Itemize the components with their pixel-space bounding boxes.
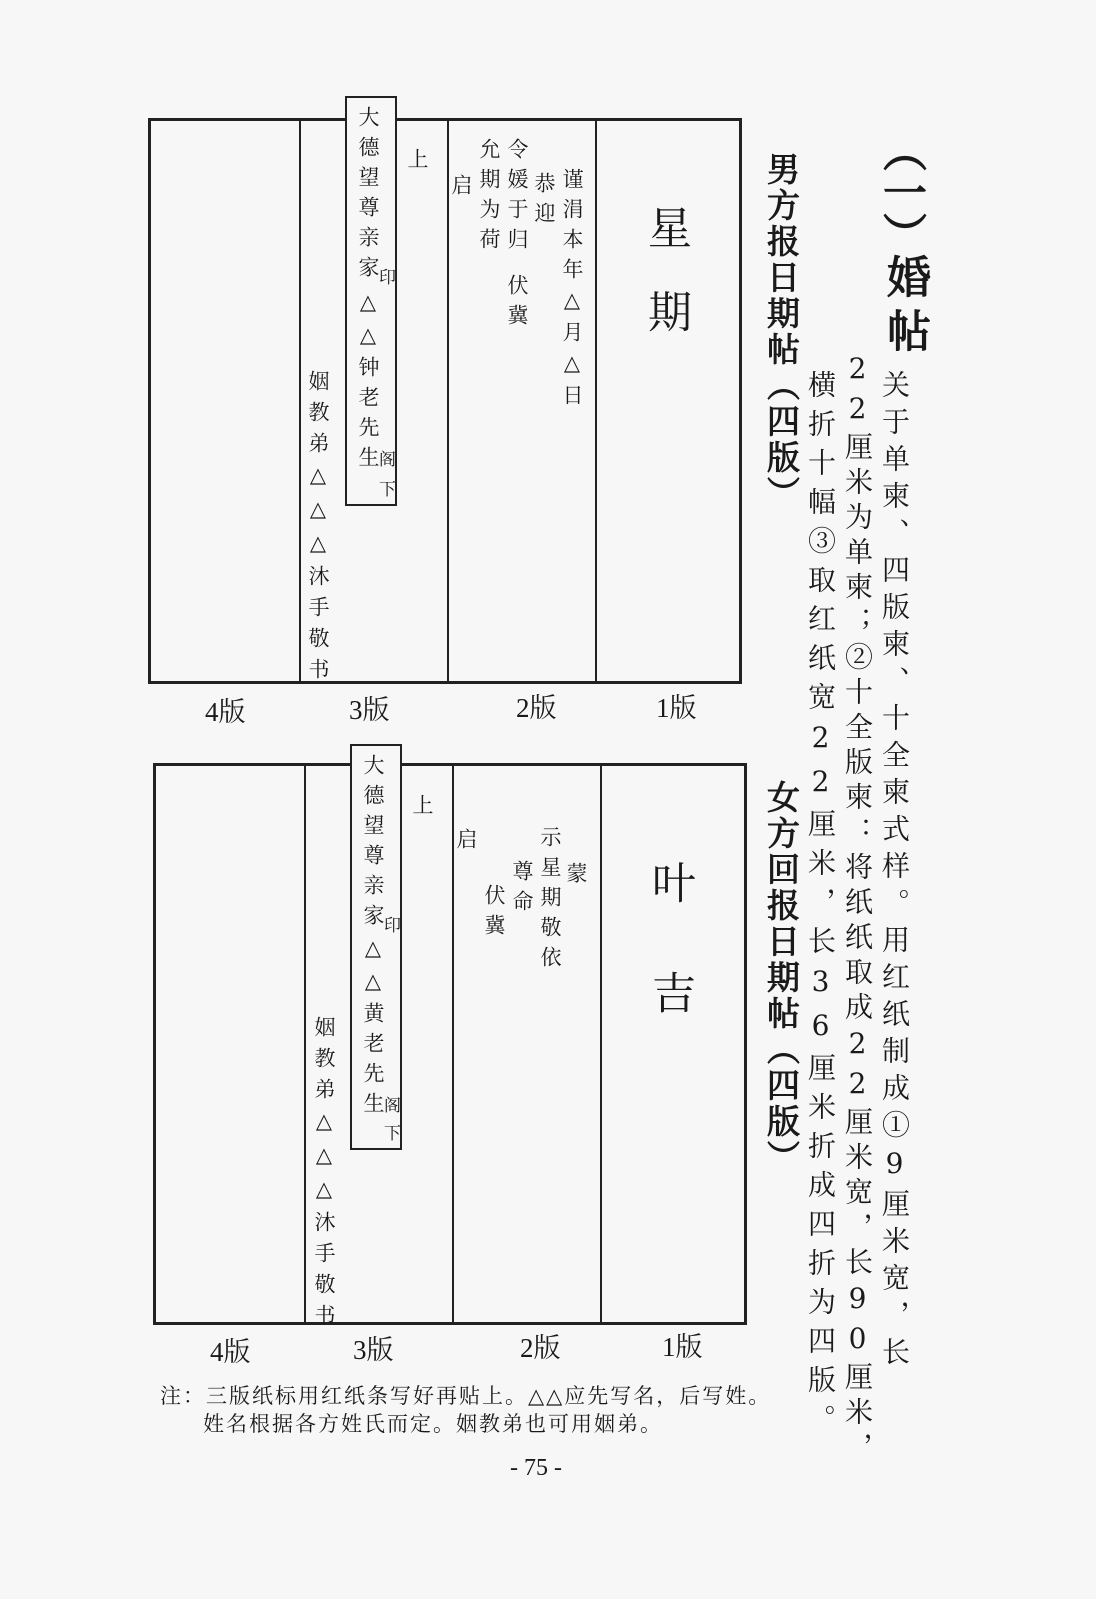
note-line-1: 注：三版纸标用红纸条写好再贴上。△△应先写名，后写姓。 xyxy=(160,1384,772,1408)
card2-slip-xia: 下 xyxy=(380,1124,400,1141)
card1-signature: 姻教弟△△△沐手敬书 xyxy=(306,370,330,689)
card1-slip-name: △△钟老先生 xyxy=(356,290,380,476)
card1-label-1: 1版 xyxy=(656,693,697,723)
section-title: 婚帖 xyxy=(879,254,930,362)
card1-panel2-col-b: 恭迎 xyxy=(532,172,556,232)
fold-line xyxy=(304,766,306,1322)
card2-label-4: 4版 xyxy=(210,1337,251,1367)
card-1 xyxy=(148,118,742,684)
card2-panel2-col-a: 蒙 xyxy=(564,862,588,892)
card1-slip-ge: 阁 xyxy=(375,450,395,467)
fold-line xyxy=(600,766,602,1322)
page-number: - 75 - xyxy=(510,1455,562,1481)
card2-slip-yin: 印 xyxy=(380,916,400,933)
card1-panel2-col-c: 伏冀 xyxy=(505,274,529,334)
card2-panel2-col-d: 伏冀 xyxy=(482,884,506,944)
card1-panel2-col-a: 谨涓本年△月△日 xyxy=(560,168,584,414)
fold-line xyxy=(447,121,449,681)
card1-label-3: 3版 xyxy=(349,695,390,725)
card2-panel2-col-c: 尊命 xyxy=(510,860,534,920)
note-line-2: 姓名根据各方姓氏而定。姻教弟也可用姻弟。 xyxy=(203,1412,663,1436)
card2-label-1: 1版 xyxy=(662,1332,703,1362)
section-number: （一） xyxy=(875,128,926,254)
fold-line xyxy=(299,121,301,681)
card1-panel2-col-e: 允期为荷 xyxy=(477,138,501,258)
card2-panel2-col-f: 启 xyxy=(454,828,478,858)
body-text-col2: 22厘米为单柬；②十全版柬：将纸纸取成22厘米宽，长90厘米， xyxy=(841,352,874,1467)
card1-slip-yin: 印 xyxy=(375,268,395,285)
card2-panel2-col-b: 示星期敬依 xyxy=(538,826,562,976)
card1-slip-xia: 下 xyxy=(375,480,395,497)
card1-panel2-col-f: 启 xyxy=(449,174,473,204)
card1-shang: 上 xyxy=(405,148,429,178)
card2-label-2: 2版 xyxy=(520,1333,561,1363)
card1-slip-main: 大德望尊亲家 xyxy=(356,106,380,286)
card2-caption: 女方回报日期帖（四版） xyxy=(762,780,801,1176)
card2-slip-name: △△黄老先生 xyxy=(361,936,385,1122)
card2-label-3: 3版 xyxy=(353,1335,394,1365)
card2-slip-ge: 阁 xyxy=(380,1096,400,1113)
body-text-col3: 横折十幅③取红纸宽22厘米，长36厘米折成四折为四版。 xyxy=(804,370,837,1443)
card1-label-4: 4版 xyxy=(205,697,246,727)
card1-caption: 男方报日期帖（四版） xyxy=(762,152,801,512)
card1-panel1-text: 星期 xyxy=(640,205,691,373)
fold-line xyxy=(595,121,597,681)
card2-panel1-text: 叶吉 xyxy=(644,860,695,1080)
body-text-col1: 关于单柬、四版柬、十全柬式样。用红纸制成①9厘米宽，长 xyxy=(878,370,911,1374)
card1-label-2: 2版 xyxy=(516,693,557,723)
card1-panel2-col-d: 令媛于归 xyxy=(505,138,529,258)
card2-signature: 姻教弟△△△沐手敬书 xyxy=(312,1016,336,1335)
card2-shang: 上 xyxy=(410,794,434,824)
card2-slip-main: 大德望尊亲家 xyxy=(361,754,385,934)
